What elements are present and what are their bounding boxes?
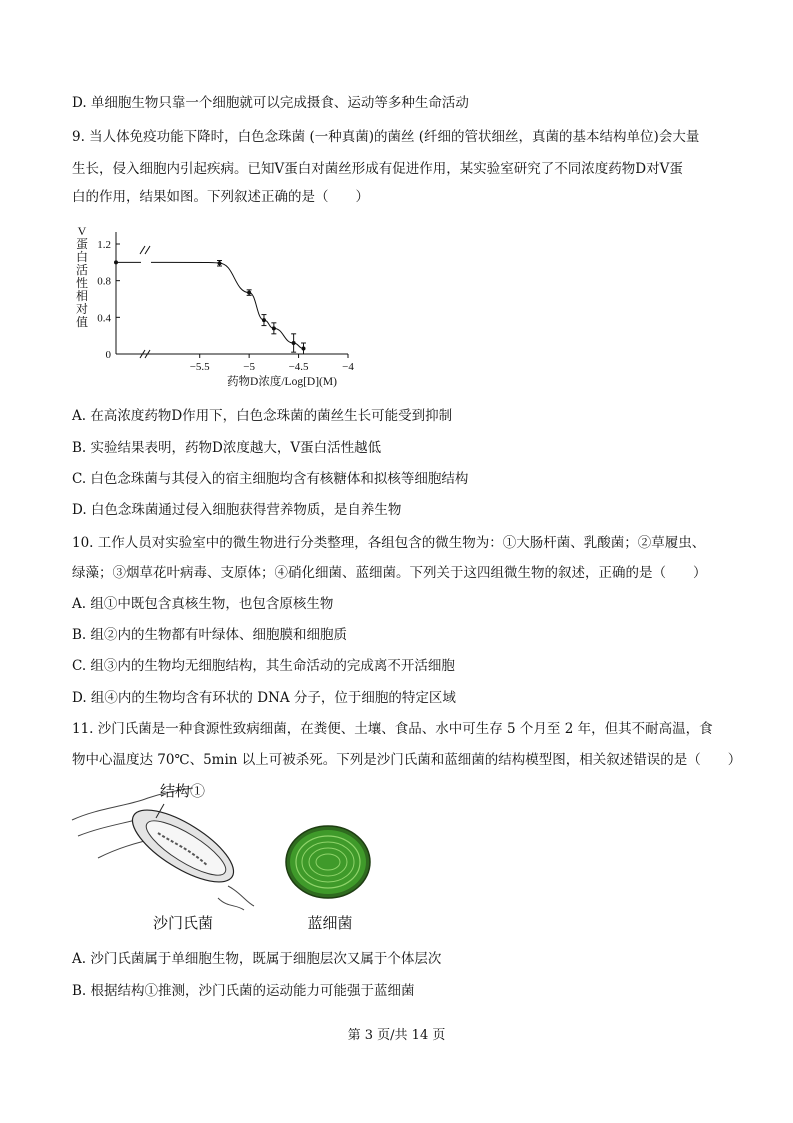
q11-option-b: B. 根据结构①推测，沙门氏菌的运动能力可能强于蓝细菌	[72, 983, 415, 999]
data-point	[247, 291, 251, 295]
structure-1-label: 结构①	[160, 782, 206, 800]
q11-stem-line-1: 11. 沙门氏菌是一种食源性致病细菌，在粪便、土壤、食品、水中可生存 5 个月至 2 年，但其不耐高温，食	[72, 721, 713, 737]
data-point	[262, 318, 266, 322]
data-point	[217, 261, 221, 265]
y-tick-label: 0	[105, 349, 111, 361]
q8-option-d: D. 单细胞生物只靠一个细胞就可以完成摄食、运动等多种生命活动	[72, 95, 469, 111]
q10-stem-line-2: 绿藻；③烟草花叶病毒、支原体；④硝化细菌、蓝细菌。下列关于这四组微生物的叙述，正确的是（ ）	[72, 565, 707, 581]
y-tick-label: 0.4	[97, 312, 111, 325]
q9-stem-line-3: 白的作用，结果如图。下列叙述正确的是（ ）	[72, 189, 369, 205]
q11-option-a: A. 沙门氏菌属于单细胞生物，既属于细胞层次又属于个体层次	[72, 951, 442, 967]
x-tick-label: −4	[342, 361, 354, 373]
q9-stem-line-1: 9. 当人体免疫功能下降时，白色念珠菌 (一种真菌)的菌丝 (纤细的管状细丝，真菌的基本结构单位)会大量	[72, 129, 700, 145]
q9-option-a: A. 在高浓度药物D作用下，白色念珠菌的菌丝生长可能受到抑制	[72, 408, 453, 424]
svg-text:值: 值	[75, 315, 89, 329]
x-tick-label: −4.5	[288, 361, 309, 373]
fit-curve	[116, 262, 304, 348]
q9-option-d: D. 白色念珠菌通过侵入细胞获得营养物质，是自养生物	[72, 502, 402, 518]
data-point	[272, 326, 276, 330]
q10-option-c: C. 组③内的生物均无细胞结构，其生命活动的完成离不开活细胞	[72, 658, 455, 674]
caption-cyanobacteria: 蓝细菌	[307, 914, 353, 932]
q11-stem-line-2: 物中心温度达 70℃、5min 以上可被杀死。下列是沙门氏菌和蓝细菌的结构模型图，相关叙述错误的是（ ）	[72, 752, 742, 768]
y-tick-label: 1.2	[97, 239, 111, 251]
q10-stem-line-1: 10. 工作人员对实验室中的微生物进行分类整理，各组包含的微生物为：①大肠杆菌、乳酸菌；②草履虫、	[72, 535, 706, 551]
y-axis-label	[76, 224, 88, 329]
y-tick-label: 0.8	[97, 275, 111, 288]
q10-option-b: B. 组②内的生物都有叶绿体、细胞膜和细胞质	[72, 627, 348, 643]
x-axis-label: 药物D浓度/Log[D](M)	[227, 376, 337, 388]
salmonella-illustration	[72, 782, 254, 910]
q9-option-c: C. 白色念珠菌与其侵入的宿主细胞均含有核糖体和拟核等细胞结构	[72, 471, 469, 487]
page-footer: 第 3 页/共 14 页	[347, 1028, 446, 1043]
axis-break-marks	[140, 246, 150, 358]
svg-text:白: 白	[75, 250, 89, 264]
svg-text:相: 相	[75, 289, 89, 303]
cyanobacteria-illustration	[286, 826, 370, 898]
q10-option-a: A. 组①中既包含真核生物，也包含原核生物	[72, 596, 334, 612]
drug-d-chart	[72, 222, 372, 392]
svg-text:蛋: 蛋	[75, 237, 89, 251]
svg-text:性: 性	[75, 276, 89, 290]
caption-salmonella: 沙门氏菌	[152, 914, 214, 932]
data-point	[302, 347, 306, 351]
data-point	[114, 260, 118, 264]
q10-option-d: D. 组④内的生物均含有环状的 DNA 分子，位于细胞的特定区域	[72, 690, 456, 706]
q9-stem-line-2: 生长，侵入细胞内引起疾病。已知Ⅴ蛋白对菌丝形成有促进作用，某实验室研究了不同浓度药物D对Ⅴ蛋	[72, 161, 683, 177]
x-tick-label: −5	[243, 361, 256, 373]
svg-text:V: V	[77, 224, 87, 238]
q9-option-b: B. 实验结果表明，药物D浓度越大，Ⅴ蛋白活性越低	[72, 440, 382, 456]
x-tick-label: −5.5	[189, 361, 210, 373]
bacteria-figure	[68, 778, 398, 938]
svg-text:活: 活	[75, 263, 89, 277]
data-point	[292, 341, 296, 345]
svg-text:对: 对	[75, 302, 89, 316]
